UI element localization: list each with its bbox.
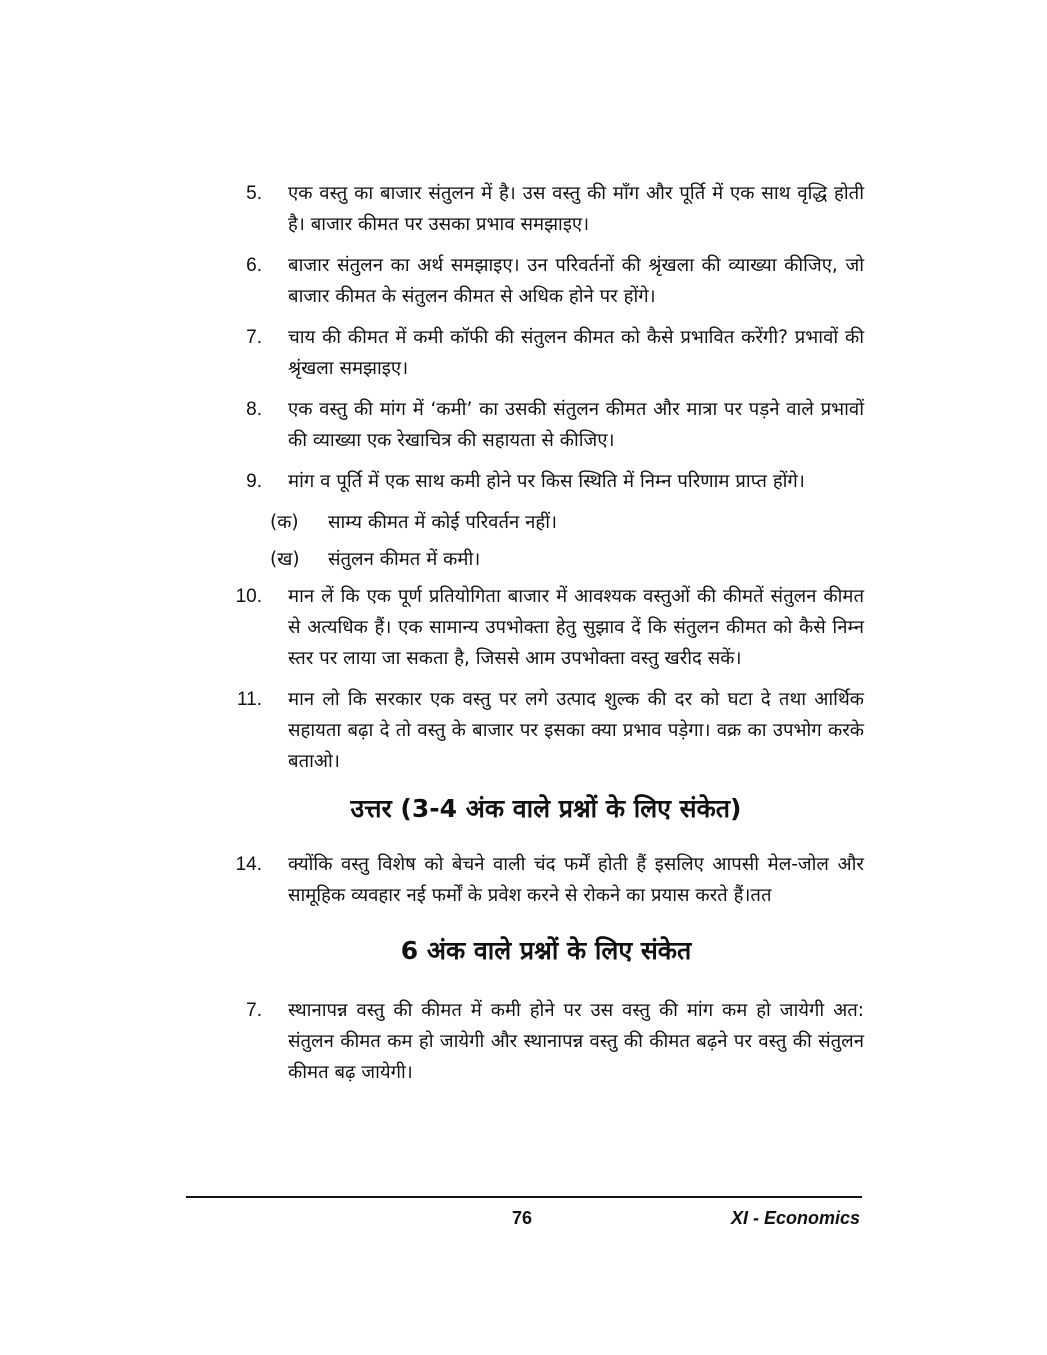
question-5 — [228, 178, 864, 240]
sub-item-ka — [228, 507, 864, 538]
question-number: 9. — [246, 471, 262, 492]
question-text: मान लो कि सरकार एक वस्तु पर लगे उत्पाद शुल्क की दर को घटा दे तथा आर्थिक सहायता बढ़ा दे तो वस्तु के बाजार पर इसका क्या प्रभाव पड़ेगा। वक्र का उपभोग करके बताओ। — [288, 689, 864, 772]
question-6 — [228, 250, 864, 312]
sub-item-text: साम्य कीमत में कोई परिवर्तन नहीं। — [328, 512, 558, 533]
question-number: 5. — [246, 183, 262, 204]
answer-7 — [228, 995, 864, 1088]
answer-number: 14. — [235, 854, 262, 875]
question-8 — [228, 394, 864, 456]
question-number: 11. — [236, 689, 262, 710]
question-text: एक वस्तु का बाजार संतुलन में है। उस वस्तु की माँग और पूर्ति में एक साथ वृद्धि होती है। बाजार कीमत पर उसका प्रभाव समझाइए। — [288, 183, 864, 235]
question-text: मान लें कि एक पूर्ण प्रतियोगिता बाजार में आवश्यक वस्तुओं की कीमतें संतुलन कीमत से अत्यधिक हैं। एक सामान्य उपभोक्ता हेतु सुझाव दें कि संतुलन कीमत को कैसे निम्न स्तर पर लाया जा सकता है, जिससे आम उपभोक्ता वस्तु खरीद सकें। — [288, 586, 864, 669]
book-title: XI - Economics — [730, 1208, 860, 1228]
section-heading-6-mark: 6 अंक वाले प्रश्नों के लिए संकेत — [400, 936, 692, 965]
answer-text: क्योंकि वस्तु विशेष को बेचने वाली चंद फर्में होती हैं इसलिए आपसी मेल-जोल और सामूहिक व्यवहार नई फर्मों के प्रवेश करने से रोकने का प्रयास करते हैं।तत — [288, 854, 864, 906]
sub-item-text: संतुलन कीमत में कमी। — [328, 549, 481, 570]
question-text: बाजार संतुलन का अर्थ समझाइए। उन परिवर्तनों की श्रृंखला की व्याख्या कीजिए, जो बाजार कीमत के संतुलन कीमत से अधिक होने पर होंगे। — [288, 255, 864, 307]
question-10 — [228, 581, 864, 674]
answer-text: स्थानापन्न वस्तु की कीमत में कमी होने पर उस वस्तु की मांग कम हो जायेगी अत: संतुलन कीमत कम हो जायेगी और स्थानापन्न वस्तु की कीमत बढ़ने पर वस्तु की संतुलन कीमत बढ़ जायेगी। — [288, 1000, 864, 1083]
question-text: चाय की कीमत में कमी कॉफी की संतुलन कीमत को कैसे प्रभावित करेंगी? प्रभावों की श्रृंखला समझाइए। — [288, 327, 864, 379]
sub-item-kha — [228, 544, 864, 575]
answer-14 — [228, 849, 864, 911]
section-heading-answers: उत्तर (3-4 अंक वाले प्रश्नों के लिए संकेत) — [350, 794, 742, 823]
question-9 — [228, 466, 864, 497]
footer-divider — [186, 1196, 862, 1198]
sub-item-label: (क) — [270, 512, 299, 533]
page-content — [228, 178, 864, 1098]
sub-item-label: (ख) — [270, 549, 300, 570]
page-number: 76 — [511, 1208, 533, 1228]
answer-number: 7. — [246, 1000, 262, 1021]
question-text: मांग व पूर्ति में एक साथ कमी होने पर किस स्थिति में निम्न परिणाम प्राप्त होंगे। — [288, 471, 805, 492]
question-7 — [228, 322, 864, 384]
question-number: 6. — [246, 255, 262, 276]
question-text: एक वस्तु की मांग में ‘कमी’ का उसकी संतुलन कीमत और मात्रा पर पड़ने वाले प्रभावों की व्याख्या एक रेखाचित्र की सहायता से कीजिए। — [288, 399, 864, 451]
question-number: 10. — [235, 586, 262, 607]
question-number: 7. — [246, 327, 262, 348]
question-11 — [228, 684, 864, 777]
question-number: 8. — [246, 399, 262, 420]
